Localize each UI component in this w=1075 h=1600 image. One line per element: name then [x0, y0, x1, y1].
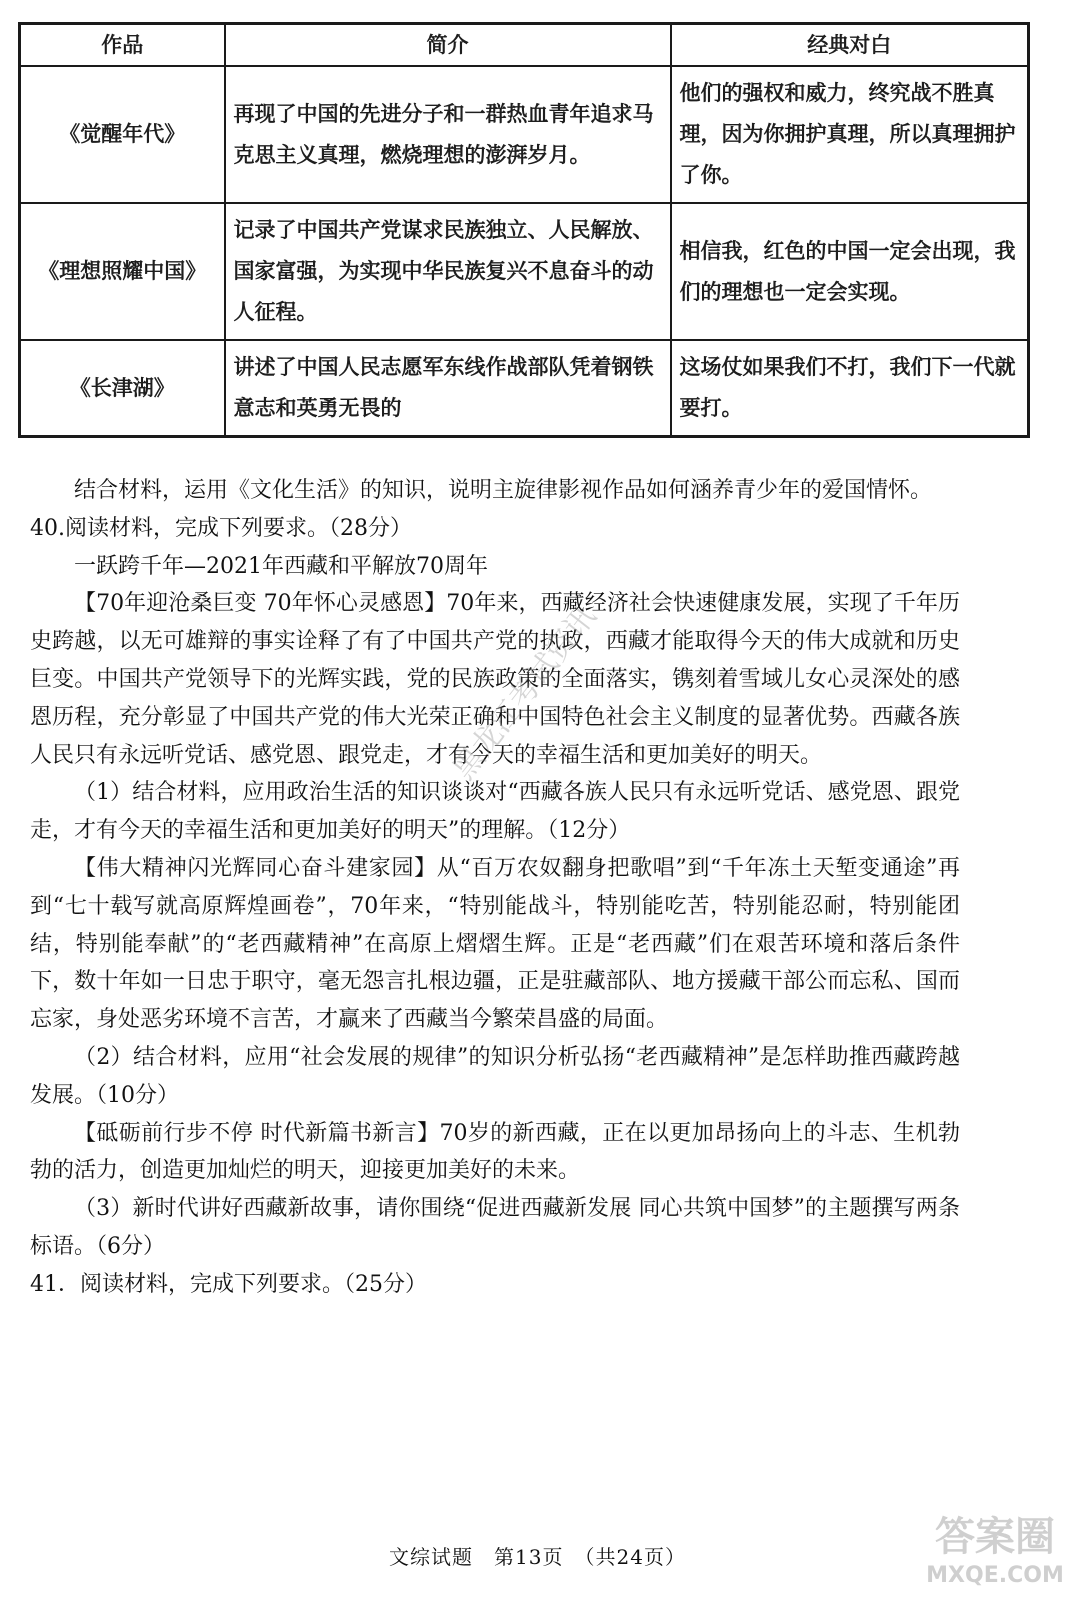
question-39-prompt: 结合材料，运用《文化生活》的知识，说明主旋律影视作品如何涵养青少年的爱国情怀。	[74, 478, 933, 503]
work-name: 《长津湖》	[20, 340, 225, 437]
work-name: 《觉醒年代》	[20, 66, 225, 203]
work-intro: 再现了中国的先进分子和一群热血青年追求马克思主义真理，燃烧理想的澎湃岁月。	[225, 66, 671, 203]
page-footer: 文综试题 第13页 （共24页）	[389, 1545, 686, 1569]
sub-question-2: （2）结合材料，应用“社会发展的规律”的知识分析弘扬“老西藏精神”是怎样助推西藏跨越发展。（10分）	[30, 1044, 960, 1108]
work-quote: 这场仗如果我们不打，我们下一代就要打。	[671, 340, 1029, 437]
watermark-text: 黑龙江考试资讯	[446, 599, 604, 787]
watermark-logo-text: 答案圈	[935, 1514, 1055, 1560]
material-paragraph-2: 【伟大精神闪光辉同心奋斗建家园】从“百万农奴翻身把歌唱”到“千年冻土天堑变通途”再到“七十载写就高原辉煌画卷”，70年来，“特别能战斗，特别能吃苦，特别能忍耐，特别能团结，特别能奉献”的“老西藏精神”在高原上熠熠生辉。正是“老西藏”们在艰苦环境和落后条件下，数十年如一日忠于职守，毫无怨言扎根边疆，正是驻藏部队、地方援藏干部公而忘私、国而忘家，身处恶劣环境不言苦，才赢来了西藏当今繁荣昌盛的局面。	[30, 855, 960, 1033]
table-header-row	[20, 24, 1029, 67]
table-row	[20, 66, 1029, 203]
watermark-logo-sub: MXQE.COM	[926, 1563, 1064, 1588]
header-work: 作品	[20, 24, 225, 67]
question-body	[0, 472, 1075, 1304]
works-table	[18, 22, 1030, 438]
header-intro: 简介	[225, 24, 671, 67]
work-quote: 他们的强权和威力，终究战不胜真理，因为你拥护真理，所以真理拥护了你。	[671, 66, 1029, 203]
material-paragraph-1: 【70年迎沧桑巨变 70年怀心灵感恩】70年来，西藏经济社会快速健康发展，实现了千年历史跨越，以无可雄辩的事实诠释了有了中国共产党的执政，西藏才能取得今天的伟大成就和历史巨变。中国共产党领导下的光辉实践，党的民族政策的全面落实，镌刻着雪域儿女心灵深处的感恩历程，充分彰显了中国共产党的伟大光荣正确和中国特色社会主义制度的显著优势。西藏各族人民只有永远听党话、感党恩、跟党走，才有今天的幸福生活和更加美好的明天。	[30, 591, 960, 768]
header-quote: 经典对白	[671, 24, 1029, 67]
work-name: 《理想照耀中国》	[20, 203, 225, 340]
work-intro: 讲述了中国人民志愿军东线作战部队凭着钢铁意志和英勇无畏的	[225, 340, 671, 437]
question-40-heading: 40.阅读材料，完成下列要求。（28分）	[30, 515, 412, 541]
material-paragraph-3: 【砥砺前行步不停 时代新篇书新言】70岁的新西藏，正在以更加昂扬向上的斗志、生机勃勃的活力，创造更加灿烂的明天，迎接更加美好的未来。	[30, 1120, 960, 1184]
sub-question-1: （1）结合材料，应用政治生活的知识谈谈对“西藏各族人民只有永远听党话、感党恩、跟党走，才有今天的幸福生活和更加美好的明天”的理解。（12分）	[30, 780, 960, 844]
material-subtitle: 一跃跨千年—2021年西藏和平解放70周年	[74, 553, 488, 579]
table-row	[20, 203, 1029, 340]
works-table-container	[18, 22, 1030, 438]
question-41-heading: 41．阅读材料，完成下列要求。（25分）	[30, 1271, 427, 1297]
sub-question-3: （3）新时代讲好西藏新故事，请你围绕“促进西藏新发展 同心共筑中国梦”的主题撰写两条标语。（6分）	[30, 1196, 960, 1259]
work-intro: 记录了中国共产党谋求民族独立、人民解放、国家富强，为实现中华民族复兴不息奋斗的动人征程。	[225, 203, 671, 340]
table-row	[20, 340, 1029, 437]
work-quote: 相信我，红色的中国一定会出现，我们的理想也一定会实现。	[671, 203, 1029, 340]
